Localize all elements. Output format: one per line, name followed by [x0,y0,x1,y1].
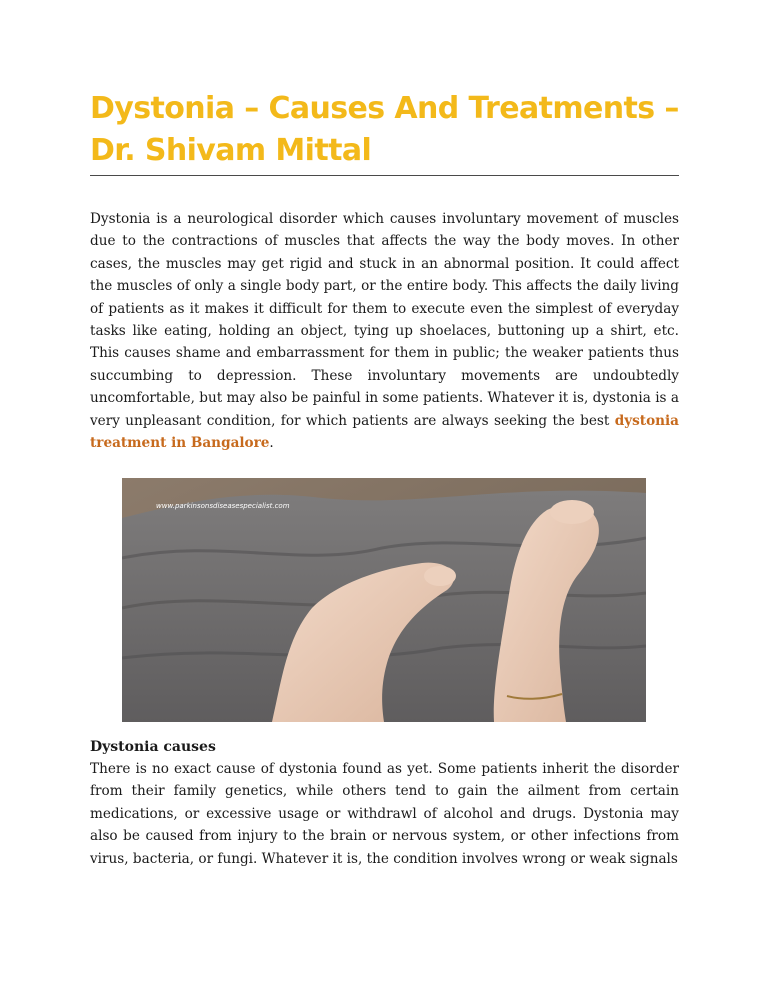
title-divider [90,175,679,176]
causes-paragraph: There is no exact cause of dystonia found as yet. Some patients inherit the disorder from their family genetics, while others tend to gain the ailment from certain medications, or excessive usage or withdrawl of alcohol and drugs. Dystonia may also be caused from injury to the brain or nervous system, or other infections from virus, bacteria, or fungi. Whatever it is, the condition involves wrong or weak signals [90,761,679,867]
page-title: Dystonia – Causes And Treatments – Dr. Shivam Mittal [90,91,679,168]
dystonia-treatment-link[interactable]: dystonia treatment in Bangalore [90,412,679,452]
feet-photo [122,478,646,722]
intro-text-end: . [269,435,274,452]
intro-paragraph [90,208,679,454]
photo-watermark: www.parkinsonsdiseasespecialist.com [156,502,290,510]
intro-text: Dystonia is a neurological disorder which causes involuntary movement of muscles due to the contractions of muscles that affects the way the body moves. In other cases, the muscles may get rigid and stuck in an abnormal position. It could affect the muscles of only a single body part, or the entire body. This affects the daily living of patients as it makes it difficult for them to execute even the simplest of everyday tasks like eating, holding an object, tying up shoelaces, buttoning up a shirt, etc. This causes shame and embarrassment for them in public; the weaker patients thus succumbing to depression. These involuntary movements are undoubtedly uncomfortable, but may also be painful in some patients. Whatever it is, dystonia is a very unpleasant condition, for which patients are always seeking the best [90,211,679,429]
section-heading-causes: Dystonia causes [90,739,216,755]
